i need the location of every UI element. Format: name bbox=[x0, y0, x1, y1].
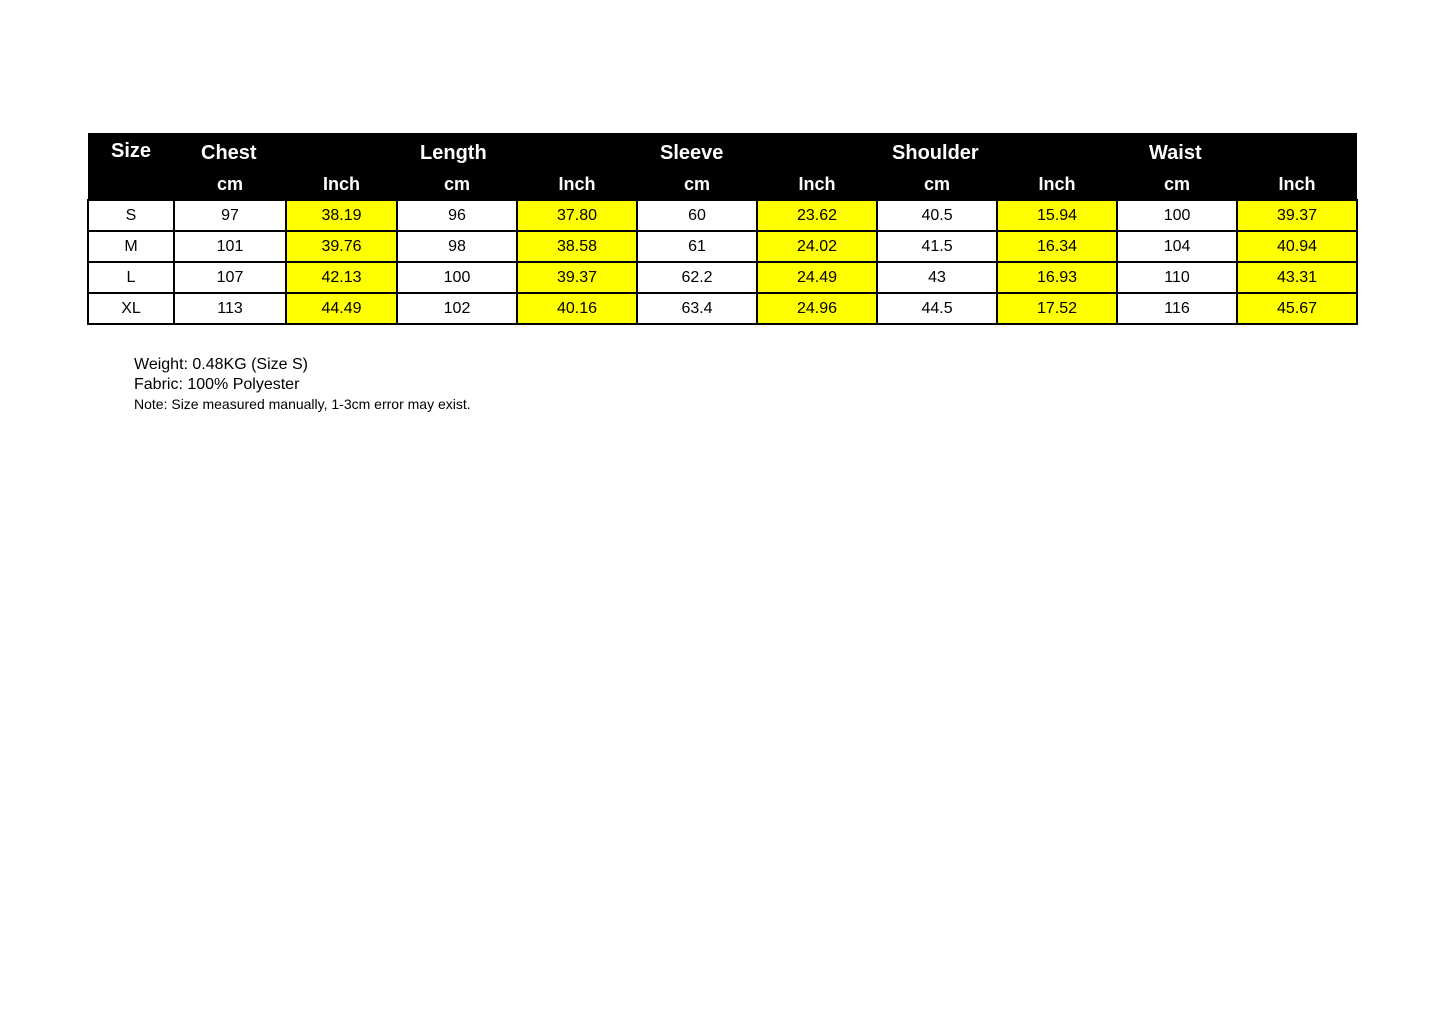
cell-waist-cm: 100 bbox=[1117, 200, 1237, 231]
cell-length-inch: 37.80 bbox=[517, 200, 637, 231]
table-header bbox=[88, 133, 1357, 200]
header-row-measurements bbox=[88, 133, 1357, 171]
cell-shoulder-inch: 16.34 bbox=[997, 231, 1117, 262]
cell-length-inch: 39.37 bbox=[517, 262, 637, 293]
cell-shoulder-cm: 40.5 bbox=[877, 200, 997, 231]
fabric-note: Fabric: 100% Polyester bbox=[134, 376, 300, 393]
unit-length-cm: cm bbox=[397, 171, 517, 200]
cell-chest-cm: 97 bbox=[174, 200, 286, 231]
unit-waist-inch: Inch bbox=[1237, 171, 1357, 200]
unit-chest-inch: Inch bbox=[286, 171, 397, 200]
unit-waist-cm: cm bbox=[1117, 171, 1237, 200]
cell-sleeve-inch: 24.02 bbox=[757, 231, 877, 262]
table-row-l bbox=[88, 262, 1357, 293]
cell-length-cm: 98 bbox=[397, 231, 517, 262]
cell-size: L bbox=[88, 262, 174, 293]
cell-length-cm: 100 bbox=[397, 262, 517, 293]
header-row-units bbox=[88, 171, 1357, 200]
cell-length-cm: 102 bbox=[397, 293, 517, 324]
cell-waist-inch: 45.67 bbox=[1237, 293, 1357, 324]
product-notes bbox=[134, 355, 471, 413]
header-chest: Chest bbox=[174, 133, 397, 171]
cell-size: XL bbox=[88, 293, 174, 324]
header-length: Length bbox=[397, 133, 637, 171]
cell-length-cm: 96 bbox=[397, 200, 517, 231]
header-shoulder: Shoulder bbox=[877, 133, 1117, 171]
weight-note: Weight: 0.48KG (Size S) bbox=[134, 356, 308, 373]
table-row-xl bbox=[88, 293, 1357, 324]
table-row-m bbox=[88, 231, 1357, 262]
cell-sleeve-inch: 24.96 bbox=[757, 293, 877, 324]
cell-shoulder-cm: 44.5 bbox=[877, 293, 997, 324]
cell-waist-inch: 43.31 bbox=[1237, 262, 1357, 293]
cell-sleeve-inch: 23.62 bbox=[757, 200, 877, 231]
cell-length-inch: 40.16 bbox=[517, 293, 637, 324]
cell-size: S bbox=[88, 200, 174, 231]
cell-shoulder-inch: 16.93 bbox=[997, 262, 1117, 293]
cell-chest-inch: 42.13 bbox=[286, 262, 397, 293]
cell-chest-inch: 44.49 bbox=[286, 293, 397, 324]
header-size: Size bbox=[88, 133, 174, 200]
cell-chest-cm: 113 bbox=[174, 293, 286, 324]
cell-chest-inch: 39.76 bbox=[286, 231, 397, 262]
cell-waist-cm: 104 bbox=[1117, 231, 1237, 262]
cell-shoulder-inch: 15.94 bbox=[997, 200, 1117, 231]
cell-sleeve-cm: 63.4 bbox=[637, 293, 757, 324]
cell-waist-cm: 110 bbox=[1117, 262, 1237, 293]
unit-sleeve-inch: Inch bbox=[757, 171, 877, 200]
cell-sleeve-cm: 60 bbox=[637, 200, 757, 231]
cell-sleeve-cm: 61 bbox=[637, 231, 757, 262]
unit-sleeve-cm: cm bbox=[637, 171, 757, 200]
cell-shoulder-cm: 41.5 bbox=[877, 231, 997, 262]
unit-shoulder-cm: cm bbox=[877, 171, 997, 200]
cell-chest-cm: 101 bbox=[174, 231, 286, 262]
size-chart-table bbox=[87, 133, 1358, 325]
cell-waist-cm: 116 bbox=[1117, 293, 1237, 324]
cell-chest-inch: 38.19 bbox=[286, 200, 397, 231]
cell-shoulder-cm: 43 bbox=[877, 262, 997, 293]
table-row-s bbox=[88, 200, 1357, 231]
cell-length-inch: 38.58 bbox=[517, 231, 637, 262]
cell-sleeve-inch: 24.49 bbox=[757, 262, 877, 293]
cell-waist-inch: 39.37 bbox=[1237, 200, 1357, 231]
unit-length-inch: Inch bbox=[517, 171, 637, 200]
cell-shoulder-inch: 17.52 bbox=[997, 293, 1117, 324]
cell-size: M bbox=[88, 231, 174, 262]
table-body bbox=[88, 200, 1357, 324]
cell-chest-cm: 107 bbox=[174, 262, 286, 293]
cell-waist-inch: 40.94 bbox=[1237, 231, 1357, 262]
header-waist: Waist bbox=[1117, 133, 1357, 171]
header-sleeve: Sleeve bbox=[637, 133, 877, 171]
cell-sleeve-cm: 62.2 bbox=[637, 262, 757, 293]
unit-shoulder-inch: Inch bbox=[997, 171, 1117, 200]
unit-chest-cm: cm bbox=[174, 171, 286, 200]
measurement-note: Note: Size measured manually, 1-3cm error may exist. bbox=[134, 396, 471, 412]
